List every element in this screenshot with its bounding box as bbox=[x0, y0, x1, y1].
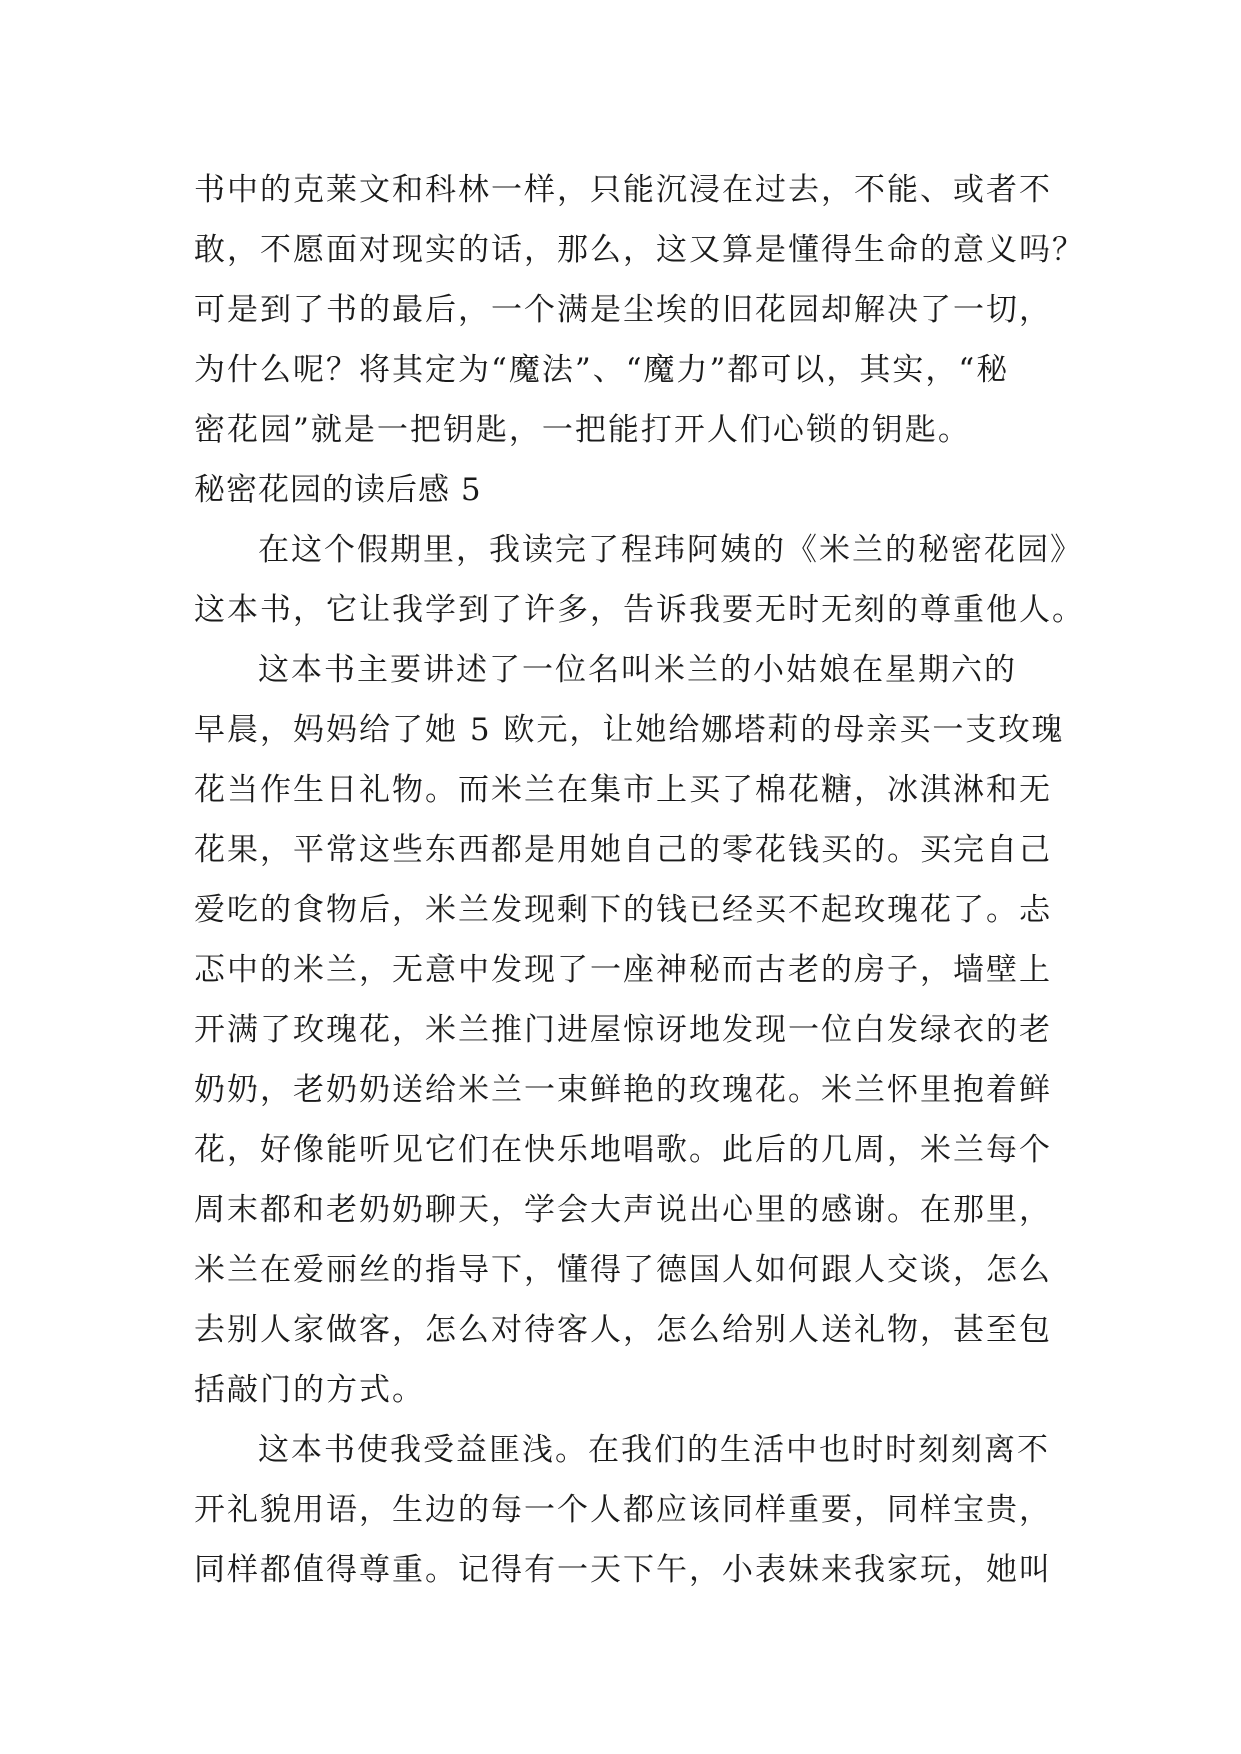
paragraph-line: 敢，不愿面对现实的话，那么，这又算是懂得生命的意义吗？ bbox=[194, 232, 1085, 268]
paragraph-line: 这本书主要讲述了一位名叫米兰的小姑娘在星期六的 bbox=[258, 652, 1017, 688]
paragraph-line: 开礼貌用语，生边的每一个人都应该同样重要，同样宝贵， bbox=[194, 1492, 1052, 1528]
document-body bbox=[194, 160, 1085, 1600]
paragraph-line: 开满了玫瑰花，米兰推门进屋惊讶地发现一位白发绿衣的老 bbox=[194, 1012, 1052, 1048]
paragraph-line: 去别人家做客，怎么对待客人，怎么给别人送礼物，甚至包 bbox=[194, 1312, 1052, 1348]
paragraph-line: 在这个假期里，我读完了程玮阿姨的《米兰的秘密花园》 bbox=[258, 532, 1083, 568]
paragraph-line: 忑中的米兰，无意中发现了一座神秘而古老的房子，墙壁上 bbox=[194, 952, 1052, 988]
paragraph-line: 周末都和老奶奶聊天，学会大声说出心里的感谢。在那里， bbox=[194, 1192, 1052, 1228]
paragraph-line: 爱吃的食物后，米兰发现剩下的钱已经买不起玫瑰花了。忐 bbox=[194, 892, 1052, 928]
paragraph-line: 为什么呢？将其定为“魔法”、“魔力”都可以，其实，“秘 bbox=[194, 352, 1010, 388]
paragraph-line: 括敲门的方式。 bbox=[194, 1372, 425, 1408]
paragraph-line: 奶奶，老奶奶送给米兰一束鲜艳的玫瑰花。米兰怀里抱着鲜 bbox=[194, 1072, 1052, 1108]
paragraph-line: 这本书，它让我学到了许多，告诉我要无时无刻的尊重他人。 bbox=[194, 592, 1085, 628]
paragraph-line: 米兰在爱丽丝的指导下，懂得了德国人如何跟人交谈，怎么 bbox=[194, 1252, 1052, 1288]
paragraph-line: 花当作生日礼物。而米兰在集市上买了棉花糖，冰淇淋和无 bbox=[194, 772, 1052, 808]
paragraph-line: 花，好像能听见它们在快乐地唱歌。此后的几周，米兰每个 bbox=[194, 1132, 1052, 1168]
paragraph-line: 花果，平常这些东西都是用她自己的零花钱买的。买完自己 bbox=[194, 832, 1052, 868]
paragraph-line: 密花园”就是一把钥匙，一把能打开人们心锁的钥匙。 bbox=[194, 412, 971, 448]
paragraph-line: 这本书使我受益匪浅。在我们的生活中也时时刻刻离不 bbox=[258, 1432, 1050, 1468]
paragraph-line: 同样都值得尊重。记得有一天下午，小表妹来我家玩，她叫 bbox=[194, 1552, 1052, 1588]
section-heading: 秘密花园的读后感 5 bbox=[194, 472, 482, 508]
paragraph-line: 早晨，妈妈给了她 5 欧元，让她给娜塔莉的母亲买一支玫瑰 bbox=[194, 712, 1065, 748]
paragraph-line: 可是到了书的最后，一个满是尘埃的旧花园却解决了一切， bbox=[194, 292, 1052, 328]
paragraph-line: 书中的克莱文和科林一样，只能沉浸在过去，不能、或者不 bbox=[194, 172, 1052, 208]
